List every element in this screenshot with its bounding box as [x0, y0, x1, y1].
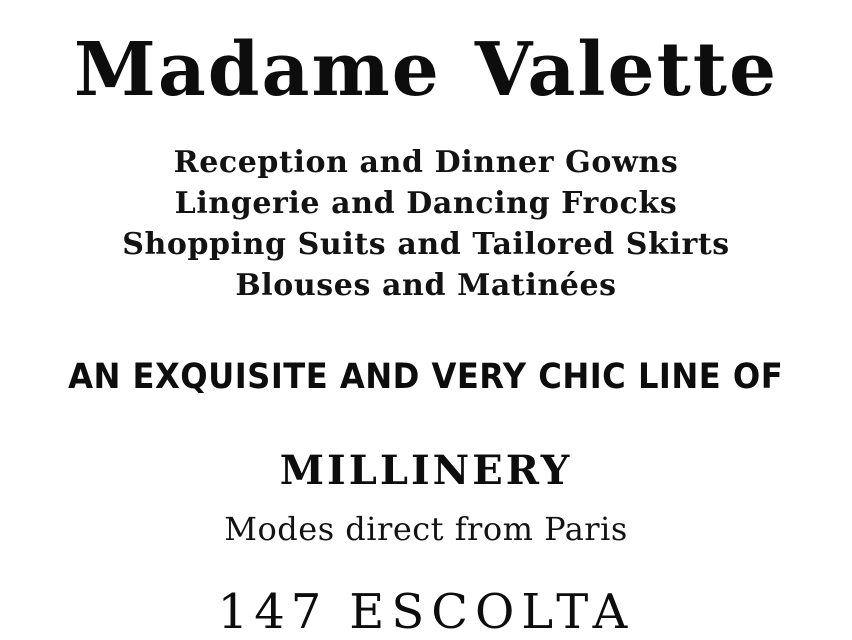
- modes-subtitle: Modes direct from Paris: [224, 509, 628, 548]
- address: [218, 584, 635, 640]
- service-line: Lingerie and Dancing Frocks: [174, 185, 678, 221]
- service-line: Shopping Suits and Tailored Skirts: [122, 226, 730, 262]
- services-list: [122, 142, 730, 306]
- shop-name-second-word: Valette: [474, 27, 779, 113]
- department-heading: MILLINERY: [279, 446, 573, 494]
- service-line: Reception and Dinner Gowns: [173, 144, 679, 180]
- shop-name-first-word: Madame: [73, 27, 441, 113]
- address-number: 147: [217, 583, 328, 640]
- address-street: ESCOLTA: [349, 583, 635, 640]
- page-title: [73, 27, 779, 113]
- tagline: AN EXQUISITE AND VERY CHIC LINE OF: [68, 357, 784, 398]
- service-line: Blouses and Matinées: [235, 267, 617, 303]
